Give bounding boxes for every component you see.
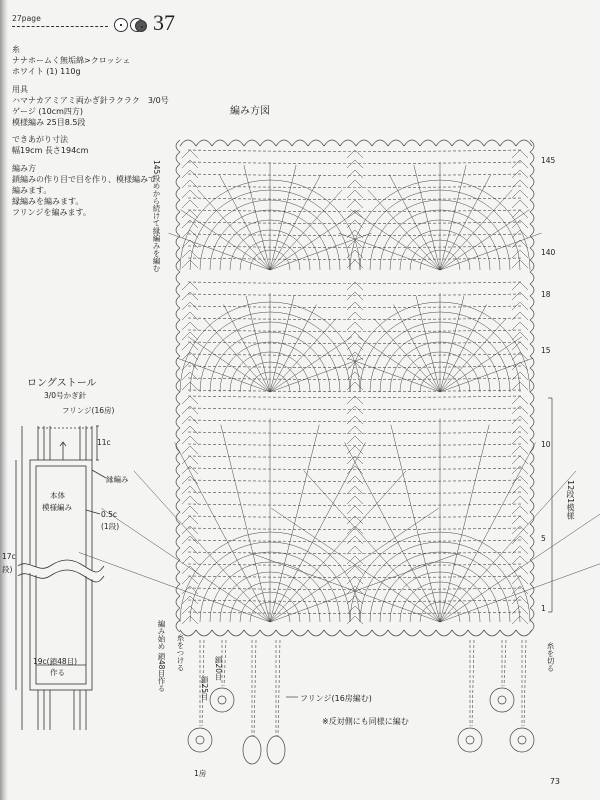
chain-25-label: 鎖25目: [200, 676, 209, 701]
chart-title: 編み方図: [230, 106, 270, 117]
materials-line: ナナホームく無垢綿>クロッシェ: [12, 56, 131, 65]
materials-line: ハマナカアミアミ両かぎ針ラクラク 3/0号: [12, 96, 169, 105]
materials-line: できあがり寸法: [12, 135, 68, 144]
stole-dim-05: 0.5c: [101, 510, 118, 519]
row-number: 10: [541, 440, 551, 449]
materials-line: 編みます。: [12, 186, 52, 195]
stole-dim-11: 11c: [97, 438, 111, 447]
stole-left-dim: 17c: [2, 552, 16, 561]
cut-yarn-label: 糸を切る: [546, 642, 555, 672]
stole-body: 本体: [50, 491, 65, 500]
stole-dim-05-rows: (1段): [101, 522, 120, 531]
reverse-side-note: ※反対側にも同様に編む: [322, 717, 409, 726]
stole-title: ロングストール: [27, 378, 97, 389]
materials-line: 糸: [12, 45, 20, 54]
pattern-number: 37: [153, 10, 175, 35]
chart-note-145: 145段めから続けて縁編みを編む: [152, 160, 161, 272]
chain-20-label: 鎖20目: [214, 656, 223, 681]
stole-fringe: フリンジ(16房): [62, 406, 115, 415]
materials-line: 模様編み 25目8.5段: [12, 118, 86, 127]
stole-width-2: 作る: [50, 668, 65, 677]
stole-left-dim-2: 段): [2, 565, 13, 574]
materials-line: 縁編みを編みます。: [12, 197, 84, 206]
materials-line: 鎖編みの作り目で目を作り、模様編みで: [12, 175, 156, 184]
materials-line: フリンジを編みます。: [12, 208, 91, 217]
stole-body-pattern: 模様編み: [42, 503, 72, 512]
start-chain-label: 編み始め 鎖48目作る: [157, 620, 166, 692]
repeat-note: 12段1模様: [566, 480, 575, 520]
row-number: 140: [541, 248, 556, 257]
row-number: 5: [541, 534, 546, 543]
row-number: 145: [541, 156, 556, 165]
attach-yarn-label: 糸をつける: [176, 634, 185, 672]
materials-line: 編み方: [12, 164, 36, 173]
stole-border: 縁編み: [106, 475, 129, 484]
materials-line: 幅19cm 長さ194cm: [12, 146, 89, 155]
page-reference: 27page: [12, 14, 41, 23]
page-number: 73: [549, 777, 560, 786]
stole-hook: 3/0号かぎ針: [44, 391, 87, 400]
materials-line: ゲージ (10cm四方): [12, 107, 83, 116]
row-number: 1: [541, 604, 546, 613]
row-number: 15: [541, 346, 551, 355]
row-number: 18: [541, 290, 551, 299]
one-fringe-label: 1房: [194, 769, 207, 778]
materials-line: ホワイト (1) 110g: [12, 67, 81, 76]
stole-width: 19c(鎖48目): [33, 657, 78, 666]
fringe-label: フリンジ(16房編む): [300, 694, 372, 703]
materials-line: 用具: [12, 85, 28, 94]
